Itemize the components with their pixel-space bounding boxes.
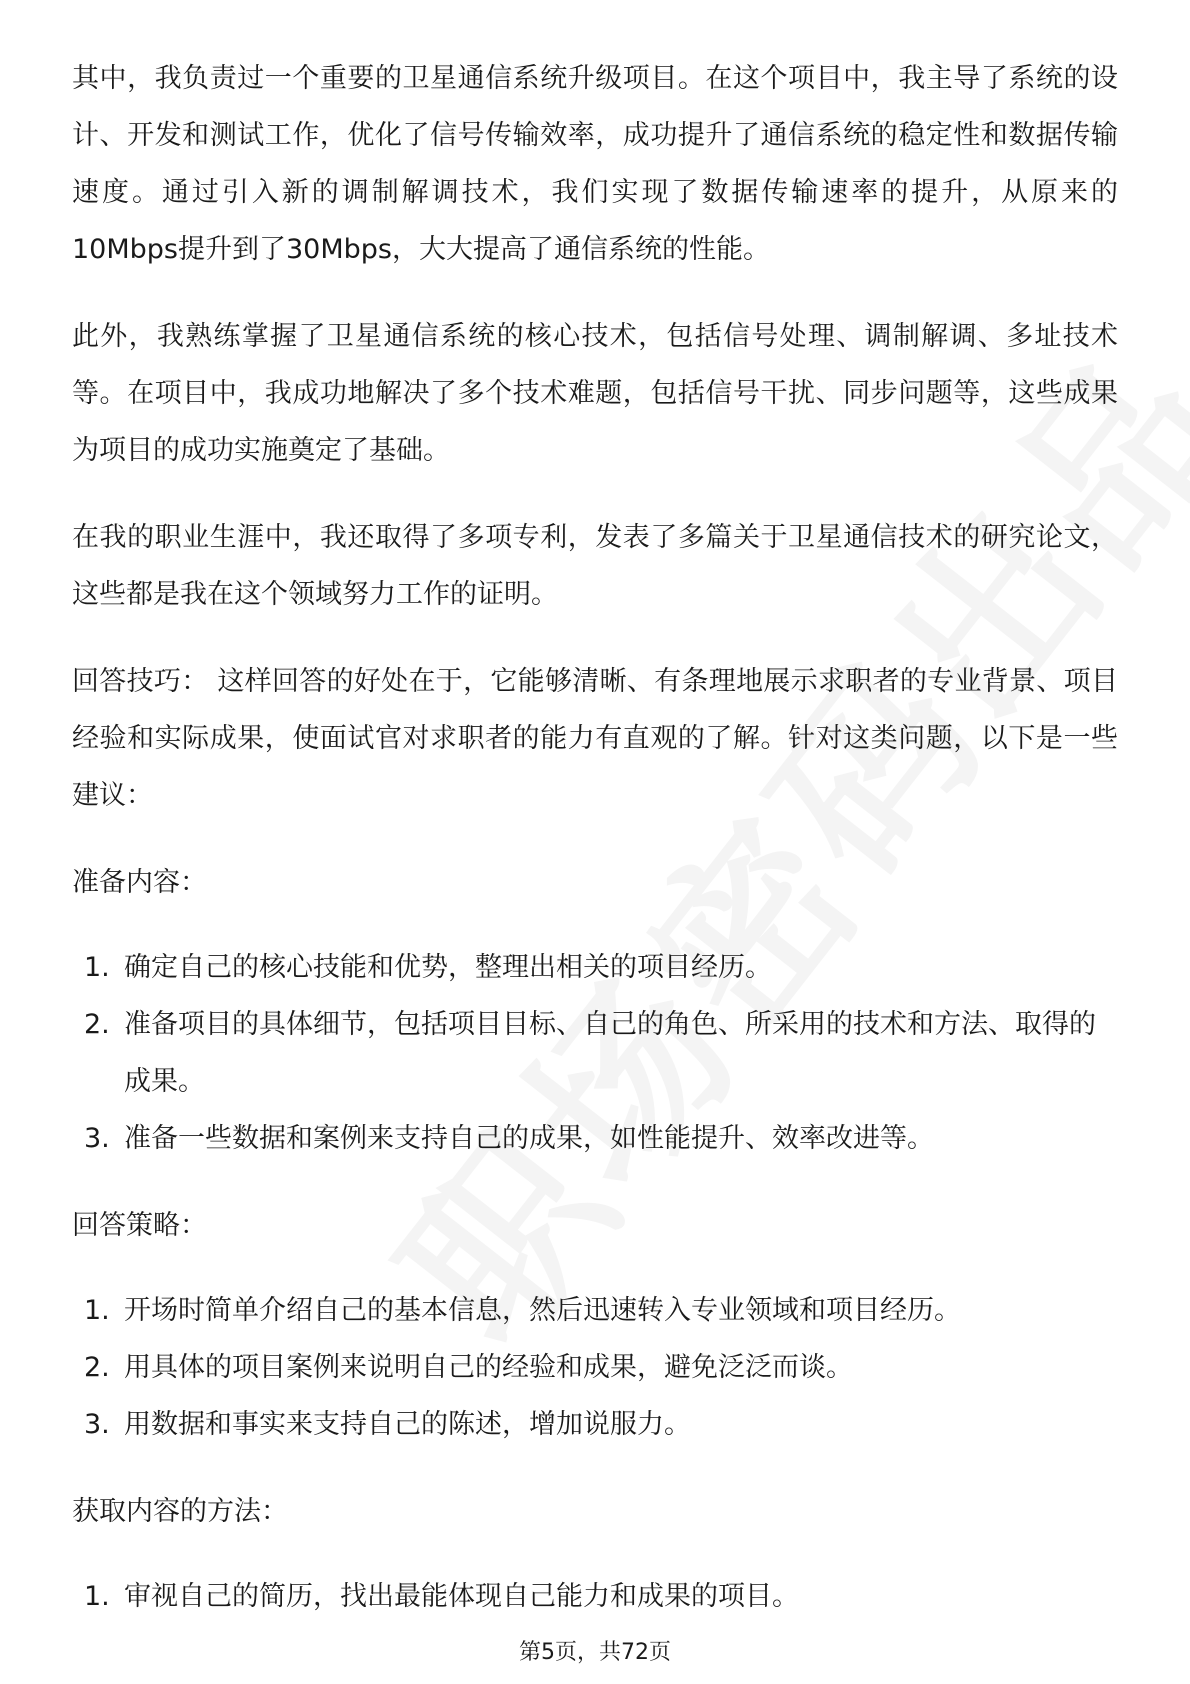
section-heading-strategy: 回答策略：: [72, 1210, 207, 1241]
list-item-number: 3.: [84, 1123, 110, 1154]
list-prepare: [72, 939, 1118, 1167]
list-item: [72, 1396, 1118, 1453]
list-item-text: 确定自己的核心技能和优势，整理出相关的项目经历。: [124, 952, 772, 983]
section-heading-prepare: 准备内容：: [72, 867, 207, 898]
section-heading-methods: 获取内容的方法：: [72, 1496, 288, 1527]
list-item-text: 准备项目的具体细节，包括项目目标、自己的角色、所采用的技术和方法、取得的成果。: [124, 1009, 1096, 1097]
list-item-text: 开场时简单介绍自己的基本信息，然后迅速转入专业领域和项目经历。: [124, 1295, 961, 1326]
list-item-number: 2.: [84, 1009, 110, 1040]
list-item: [72, 1568, 1118, 1625]
paragraph-answer-tips: 回答技巧： 这样回答的好处在于，它能够清晰、有条理地展示求职者的专业背景、项目经验和实际成果，使面试官对求职者的能力有直观的了解。针对这类问题，以下是一些建议：: [72, 666, 1118, 811]
list-strategy: [72, 1282, 1118, 1453]
list-item-text: 用具体的项目案例来说明自己的经验和成果，避免泛泛而谈。: [124, 1352, 853, 1383]
paragraph-project: 其中，我负责过一个重要的卫星通信系统升级项目。在这个项目中，我主导了系统的设计、开发和测试工作，优化了信号传输效率，成功提升了通信系统的稳定性和数据传输速度。通过引入新的调制解调技术，我们实现了数据传输速率的提升，从原来的10Mbps提升到了30Mbps，大大提高了通信系统的性能。: [72, 63, 1118, 265]
list-methods: [72, 1568, 1118, 1625]
page-number-footer: 第5页，共72页: [519, 1640, 671, 1665]
list-item: [72, 1282, 1118, 1339]
list-item-number: 2.: [84, 1352, 110, 1383]
list-item: [72, 1110, 1118, 1167]
paragraph-career: 在我的职业生涯中，我还取得了多项专利，发表了多篇关于卫星通信技术的研究论文，这些都是我在这个领域努力工作的证明。: [72, 522, 1118, 610]
list-item-number: 1.: [84, 1295, 110, 1326]
page-content: [72, 50, 1118, 1655]
list-item: [72, 996, 1118, 1110]
paragraph-skills: 此外，我熟练掌握了卫星通信系统的核心技术，包括信号处理、调制解调、多址技术等。在项目中，我成功地解决了多个技术难题，包括信号干扰、同步问题等，这些成果为项目的成功实施奠定了基础。: [72, 321, 1118, 466]
list-item-text: 用数据和事实来支持自己的陈述，增加说服力。: [124, 1409, 691, 1440]
list-item: [72, 1339, 1118, 1396]
list-item-text: 审视自己的简历，找出最能体现自己能力和成果的项目。: [124, 1581, 799, 1612]
list-item-text: 准备一些数据和案例来支持自己的成果，如性能提升、效率改进等。: [124, 1123, 934, 1154]
list-item-number: 1.: [84, 952, 110, 983]
list-item-number: 1.: [84, 1581, 110, 1612]
list-item-number: 3.: [84, 1409, 110, 1440]
list-item: [72, 939, 1118, 996]
